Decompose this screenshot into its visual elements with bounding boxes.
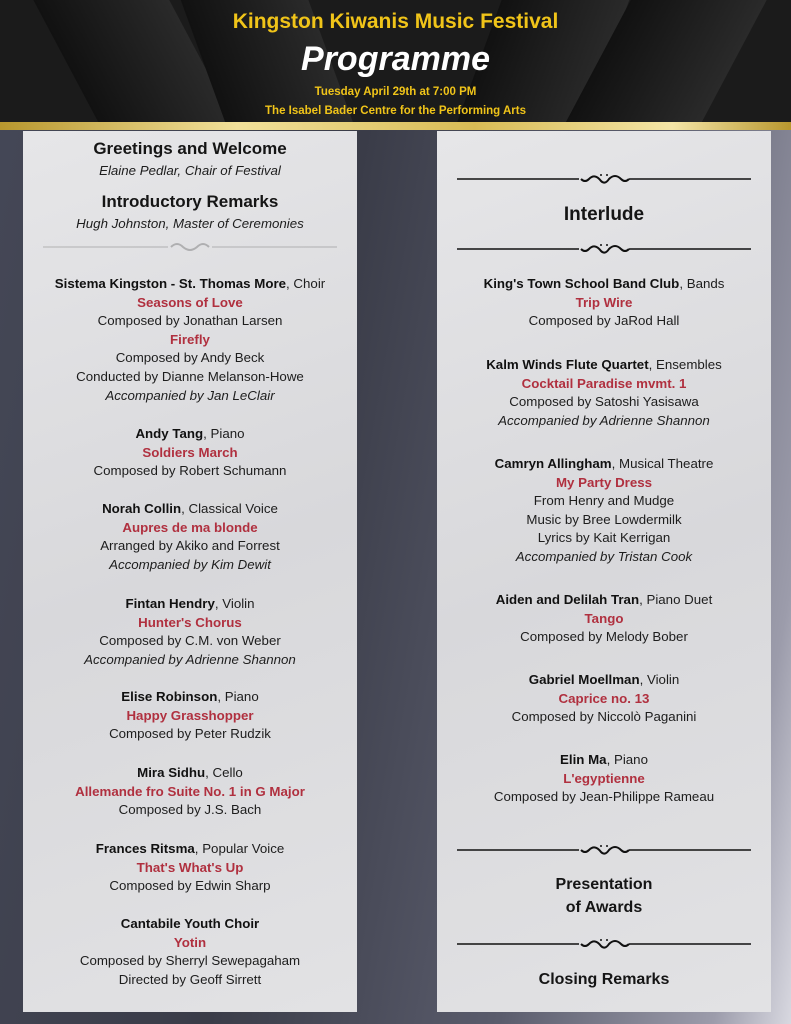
piece-title: Trip Wire (575, 294, 633, 310)
performance-entry (437, 671, 771, 727)
gold-divider-band (0, 122, 791, 130)
ornament-divider-icon (457, 938, 751, 950)
piece-title: Allemande fro Suite No. 1 in G Major (75, 783, 305, 799)
performance-entry (437, 275, 771, 331)
performer-category: Violin (646, 672, 680, 687)
credit-line: Accompanied by Adrienne Shannon (498, 412, 710, 428)
performance-entry (23, 595, 357, 669)
credit-line: Composed by J.S. Bach (118, 802, 262, 818)
credit-line: Composed by Andy Beck (115, 350, 265, 366)
performer-category: Bands (686, 276, 725, 291)
piece-title: Hunter's Chorus (138, 614, 242, 630)
greetings-speaker: Elaine Pedlar, Chair of Festival (99, 163, 281, 178)
awards-heading-line1: Presentation (555, 876, 653, 893)
performer-line (23, 425, 357, 444)
credit-line: Composed by Jean-Philippe Rameau (493, 789, 715, 805)
performer-line (437, 356, 771, 375)
separator: , (639, 592, 647, 607)
separator: , (679, 276, 687, 291)
ornament-divider-icon (457, 243, 751, 255)
separator: , (611, 456, 619, 471)
credit-line: Composed by Melody Bober (520, 629, 688, 645)
performer-line (23, 764, 357, 783)
performer-line (437, 455, 771, 474)
performance-entry (23, 688, 357, 744)
piece-title: L'egyptienne (563, 770, 645, 786)
performer-line (437, 671, 771, 690)
performer-category: Cello (212, 765, 243, 780)
intro-speaker: Hugh Johnston, Master of Ceremonies (76, 216, 304, 231)
performer-name: Mira Sidhu (137, 765, 206, 780)
intro-heading: Introductory Remarks (101, 192, 279, 211)
performer-name: Cantabile Youth Choir (120, 916, 260, 931)
performer-category: Popular Voice (202, 841, 285, 856)
performer-name: Fintan Hendry (125, 596, 215, 611)
credit-line: Composed by C.M. von Weber (99, 633, 281, 649)
piece-title: Yotin (173, 934, 207, 950)
interlude-heading: Interlude (563, 204, 645, 225)
festival-name: Kingston Kiwanis Music Festival (232, 10, 559, 33)
event-date: Tuesday April 29th at 7:00 PM (314, 86, 477, 98)
ornament-divider-icon (457, 173, 751, 185)
performer-name: Sistema Kingston - St. Thomas More (54, 276, 287, 291)
closing-heading: Closing Remarks (538, 971, 670, 988)
performance-entry (23, 500, 357, 574)
credit-line: Composed by Satoshi Yasisawa (509, 394, 699, 410)
credit-line: Composed by Sherryl Sewepagaham (79, 953, 301, 969)
performer-category: Piano (210, 426, 245, 441)
page-title: Programme (301, 40, 490, 78)
performance-entry (23, 425, 357, 481)
left-programme-panel (23, 131, 357, 1012)
performance-entry (23, 915, 357, 989)
performer-category: Musical Theatre (619, 456, 714, 471)
performer-category: Piano (224, 689, 259, 704)
performer-line (23, 275, 357, 294)
piece-title: Aupres de ma blonde (122, 519, 258, 535)
performer-name: Elise Robinson (121, 689, 218, 704)
header-banner (0, 0, 791, 124)
performer-name: King's Town School Band Club (483, 276, 680, 291)
performance-entry (23, 840, 357, 896)
piece-title: Cocktail Paradise mvmt. 1 (521, 375, 687, 391)
greetings-heading: Greetings and Welcome (93, 139, 287, 158)
separator: , (214, 596, 223, 611)
credit-line: Accompanied by Adrienne Shannon (84, 651, 296, 667)
performer-category: Ensembles (656, 357, 722, 372)
ornament-divider-icon (457, 844, 751, 856)
piece-title: Tango (584, 610, 624, 626)
performer-line (23, 595, 357, 614)
credit-line: Music by Bree Lowdermilk (526, 511, 682, 527)
performance-entry (23, 275, 357, 405)
piece-title: My Party Dress (555, 474, 653, 490)
separator: , (606, 752, 614, 767)
right-programme-panel (437, 131, 771, 1012)
piece-title: Happy Grasshopper (126, 707, 254, 723)
performer-line (23, 500, 357, 519)
performer-category: Piano (613, 752, 648, 767)
separator: , (181, 501, 189, 516)
credit-line: Composed by Niccolò Paganini (511, 709, 697, 725)
piece-title: Seasons of Love (137, 294, 243, 310)
performer-name: Andy Tang (135, 426, 204, 441)
piece-title: Soldiers March (142, 444, 238, 460)
separator: , (194, 841, 203, 856)
performer-category: Piano Duet (646, 592, 713, 607)
credit-line: Composed by JaRod Hall (528, 313, 680, 329)
performance-entry (437, 455, 771, 567)
performer-name: Frances Ritsma (95, 841, 195, 856)
performance-entry (437, 751, 771, 807)
performer-category: Choir (293, 276, 326, 291)
performer-category: Classical Voice (188, 501, 278, 516)
credit-line: Lyrics by Kait Kerrigan (537, 530, 671, 546)
credit-line: Composed by Robert Schumann (93, 463, 287, 479)
separator: , (205, 765, 213, 780)
performer-name: Kalm Winds Flute Quartet (486, 357, 649, 372)
venue: The Isabel Bader Centre for the Performing Arts (265, 105, 526, 117)
separator: , (639, 672, 647, 687)
performer-line (23, 688, 357, 707)
credit-line: Composed by Peter Rudzik (109, 726, 271, 742)
performer-name: Aiden and Delilah Tran (495, 592, 640, 607)
credit-line: Conducted by Dianne Melanson-Howe (76, 368, 304, 384)
performer-line (437, 591, 771, 610)
separator: , (217, 689, 225, 704)
performer-name: Norah Collin (102, 501, 182, 516)
separator: , (203, 426, 211, 441)
awards-heading-line2: of Awards (565, 899, 643, 916)
performance-entry (437, 356, 771, 430)
piece-title: Firefly (170, 331, 210, 347)
performance-entry (437, 591, 771, 647)
credit-line: Arranged by Akiko and Forrest (100, 538, 280, 554)
piece-title: Caprice no. 13 (558, 690, 650, 706)
credit-line: Accompanied by Kim Dewit (109, 556, 271, 572)
performer-category: Violin (222, 596, 255, 611)
separator: , (286, 276, 294, 291)
piece-title: That's What's Up (136, 859, 244, 875)
credit-line: Directed by Geoff Sirrett (118, 971, 262, 987)
performance-entry (23, 764, 357, 820)
performer-name: Elin Ma (560, 752, 607, 767)
performer-line (23, 915, 357, 934)
separator: , (648, 357, 657, 372)
performer-name: Gabriel Moellman (528, 672, 640, 687)
credit-line: Accompanied by Tristan Cook (515, 548, 693, 564)
credit-line: Composed by Jonathan Larsen (97, 313, 283, 329)
credit-line: From Henry and Mudge (533, 493, 675, 509)
performer-line (23, 840, 357, 859)
performer-name: Camryn Allingham (494, 456, 612, 471)
performer-line (437, 275, 771, 294)
performer-line (437, 751, 771, 770)
ornament-divider-icon (43, 241, 337, 253)
credit-line: Accompanied by Jan LeClair (105, 387, 275, 403)
credit-line: Composed by Edwin Sharp (109, 878, 271, 894)
